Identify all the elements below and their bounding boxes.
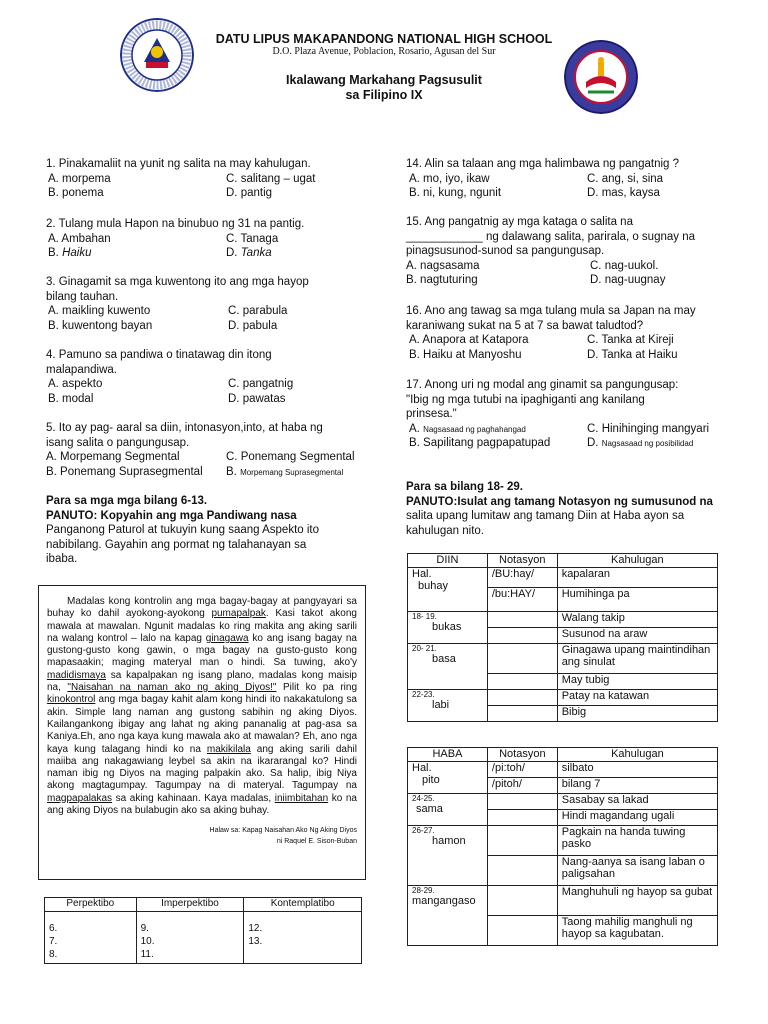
- answer-cell[interactable]: 6. 7. 8.: [45, 912, 137, 964]
- notation-cell: /pi:toh/: [487, 762, 557, 778]
- question-stem-line1: 5. Ito ay pag- aaral sa diin, intonasyon,into, at haba ng: [46, 422, 323, 434]
- answer-cell[interactable]: [487, 612, 557, 628]
- choice-b: B. Sapilitang pagpapatupad: [409, 437, 551, 449]
- credit-author: ni Raquel E. Sison-Buban: [276, 838, 357, 846]
- choice-b: B. modal: [48, 392, 94, 405]
- choice-c: C. ang, si, sina: [587, 172, 664, 185]
- school-name: DATU LIPUS MAKAPANDONG NATIONAL HIGH SCHOOL: [215, 32, 553, 46]
- choice-c: C. Hinihinging mangyari: [587, 422, 710, 435]
- instructions-line: nabibilang. Gayahin ang pormat ng talahanayan sa: [46, 538, 307, 551]
- meaning-cell: May tubig: [557, 674, 717, 690]
- instructions-heading: Para sa mga mga bilang 6-13.: [46, 495, 208, 507]
- passage-text: Madalas kong kontrolin ang mga bagay-bagay at pangyayari sa buhay ko dahil ayokong-ayokong pumapalpak. Kasi takot akong mawala at mawalan. Ngunit madalas ko ring makita ang aking sarili na walang kontrol – lalo na kapag ginagawa ko ang isang bagay na gustong-gusto kong gawin, o mga bagay na gusto-gusto kong mapasaakin; maging materyal man o hindi. Sa tuwing, ako'y madidismaya sa kapalpakan ng isang plano, madalas kong maisip na, "Naisahan na naman ako ng aking Diyos!" Pilit ko pa ring kinokontrol ang mga bagay kahit alam kong hindi ito nakakatulong sa akin. Simple lang naman ang gustong sabihin ng aking Diyos. Kailangankong ibigay ang lahat ng aking pananalig at pag-asa sa Kaniya.Eh, ano nga kaya kung mawala ako at mawalan? Eh, ano nga kaya kung talagang hindi ko na makikilala ang aking sarili dahil maiiba ang nakagawiang leybel sa akin na ikararangal ko? Hindi naman ibig ng Diyos na maging palpakin ako. Sa halip, ibig Niya akong magtagumpay. Tagumpay na di materyal. Tagumpay na magpapalakas sa aking kahinaan. Kaya madalas, iniimbitahan ko na ang aking Diyos na bulabugin ako sa aking buhay.: [47, 596, 358, 817]
- choice-d: D. Tanka: [226, 247, 272, 259]
- choice-a: A. Nagsasaad ng paghahangad: [409, 422, 526, 435]
- meaning-cell: Patay na katawan: [557, 690, 717, 706]
- instructions-line: kahulugan nito.: [406, 524, 485, 537]
- header-notasyon: Notasyon: [487, 748, 557, 762]
- choice-c: C. nag-uukol.: [590, 259, 659, 272]
- haba-table: [407, 747, 718, 946]
- choice-c: C. Ponemang Segmental: [226, 451, 355, 463]
- instructions-line: ibaba.: [46, 553, 78, 565]
- instructions-line: Panganong Paturol at tukuyin kung saang Aspekto ito: [46, 524, 320, 536]
- question-stem-line1: 15. Ang pangatnig ay mga kataga o salita na: [406, 216, 633, 228]
- instructions-line: PANUTO:Isulat ang tamang Notasyon ng sumusunod na: [406, 495, 713, 508]
- header-haba: HABA: [408, 748, 488, 762]
- choice-b: B. Ponemang Suprasegmental: [46, 465, 203, 478]
- choice-d: D. Nagsasaad ng posibilidad: [587, 437, 694, 449]
- meaning-cell: Pagkain na handa tuwing pasko: [557, 826, 717, 856]
- choice-b: B. Haiku: [48, 247, 92, 259]
- question-stem-line2: karaniwang sukat na 5 at 7 sa bawat taludtod?: [406, 319, 644, 332]
- question-16: [406, 304, 736, 362]
- question-stem-line2: bilang tauhan.: [46, 290, 119, 303]
- question-17: [406, 378, 736, 451]
- example-word-cell: Hal. pito: [408, 762, 488, 794]
- example-word-cell: Hal. buhay: [408, 568, 488, 612]
- notation-cell: /pitoh/: [487, 778, 557, 794]
- school-address: D.O. Plaza Avenue, Poblacion, Rosario, Agusan del Sur: [272, 46, 496, 57]
- header-imperpektibo: Imperpektibo: [136, 898, 244, 912]
- notation-cell: /bu:HAY/: [487, 588, 557, 612]
- choice-c: C. salitang – ugat: [226, 172, 316, 185]
- instructions-right: [406, 480, 736, 538]
- header-diin: DIIN: [408, 554, 488, 568]
- question-stem-line3: pinagsusunod-sunod sa pangungusap.: [406, 245, 605, 257]
- choice-b: B. kuwentong bayan: [48, 319, 153, 332]
- question-3: [46, 275, 376, 333]
- question-4: [46, 348, 376, 406]
- meaning-cell: Susunod na araw: [557, 628, 717, 644]
- exam-title: [0, 73, 768, 103]
- answer-cell[interactable]: 12. 13.: [244, 912, 362, 964]
- answer-cell[interactable]: [487, 690, 557, 706]
- choice-b: B. Haiku at Manyoshu: [409, 348, 522, 361]
- header-perpektibo: Perpektibo: [45, 898, 137, 912]
- question-stem: 14. Alin sa talaan ang mga halimbawa ng pangatnig ?: [406, 158, 680, 170]
- choice-d: D. pantig: [226, 187, 273, 199]
- meaning-cell: Walang takip: [557, 612, 717, 628]
- choice-b: B. nagtuturing: [406, 274, 478, 286]
- question-stem-line1: 4. Pamuno sa pandiwa o tinatawag din itong: [46, 349, 272, 361]
- answer-cell[interactable]: [487, 826, 557, 856]
- question-14: [406, 157, 736, 201]
- meaning-cell: Ginagawa upang maintindihan ang sinulat: [557, 644, 717, 674]
- question-stem: 2. Tulang mula Hapon na binubuo ng 31 na pantig.: [46, 218, 305, 230]
- word-cell: 28-29. mangangaso: [408, 886, 488, 946]
- question-stem-line1: 17. Anong uri ng modal ang ginamit sa pangungusap:: [406, 379, 679, 391]
- instructions-heading: Para sa bilang 18- 29.: [406, 481, 523, 493]
- choice-c: C. Tanaga: [226, 232, 279, 245]
- header-kontemplatibo: Kontemplatibo: [244, 898, 362, 912]
- meaning-cell: kapalaran: [557, 568, 717, 588]
- passage-credit: [47, 825, 357, 847]
- answer-cell[interactable]: [487, 628, 557, 644]
- question-1: [46, 157, 376, 201]
- answer-cell[interactable]: [487, 916, 557, 946]
- answer-cell[interactable]: [487, 886, 557, 916]
- credit-source: Halaw sa: Kapag Naisahan Ako Ng Aking Diyos: [209, 827, 357, 835]
- word-cell: 24-25. sama: [408, 794, 488, 826]
- notation-cell: /BU:hay/: [487, 568, 557, 588]
- answer-cell[interactable]: [487, 674, 557, 690]
- choice-b: B. ni, kung, ngunit: [409, 187, 502, 199]
- choice-a: A. aspekto: [48, 378, 103, 390]
- answer-cell[interactable]: 9. 10. 11.: [136, 912, 244, 964]
- word-cell: 18- 19. bukas: [408, 612, 488, 644]
- choice-a: A. maikling kuwento: [48, 305, 151, 317]
- answer-cell[interactable]: [487, 856, 557, 886]
- answer-cell[interactable]: [487, 706, 557, 722]
- instructions-left: [46, 494, 376, 567]
- meaning-cell: Manghuhuli ng hayop sa gubat: [557, 886, 717, 916]
- answer-cell[interactable]: [487, 810, 557, 826]
- question-stem-line1: 3. Ginagamit sa mga kuwentong ito ang mga hayop: [46, 276, 309, 288]
- question-stem: 1. Pinakamaliit na yunit ng salita na may kahulugan.: [46, 158, 311, 170]
- choice-d: D. mas, kaysa: [587, 187, 660, 199]
- aspekto-table: [44, 897, 362, 964]
- choice-d: D. Tanka at Haiku: [587, 348, 678, 361]
- choice-d: D. pawatas: [228, 392, 286, 405]
- exam-title-line1: Ikalawang Markahang Pagsusulit: [286, 73, 482, 87]
- question-stem-line2: isang salita o pangungusap.: [46, 436, 190, 449]
- choice-b: B. ponema: [48, 187, 104, 199]
- instructions-line: PANUTO: Kopyahin ang mga Pandiwang nasa: [46, 509, 297, 522]
- answer-cell[interactable]: [487, 644, 557, 674]
- header-kahulugan: Kahulugan: [557, 554, 717, 568]
- choice-a: A. morpema: [48, 172, 111, 185]
- question-5: [46, 421, 376, 479]
- meaning-cell: silbato: [557, 762, 717, 778]
- question-stem-line2: "Ibig ng mga tutubi na ipaghiganti ang kanilang: [406, 393, 645, 406]
- choice-d: B. Morpemang Suprasegmental: [226, 465, 344, 478]
- word-cell: 20- 21. basa: [408, 644, 488, 690]
- header-notasyon: Notasyon: [487, 554, 557, 568]
- word-cell: 22-23. labi: [408, 690, 488, 722]
- meaning-cell: Nang-aanya sa isang laban o paligsahan: [557, 856, 717, 886]
- question-15: [406, 215, 736, 288]
- choice-d: D. pabula: [228, 319, 278, 332]
- choice-a: A. mo, iyo, ikaw: [409, 172, 490, 185]
- answer-cell[interactable]: [487, 794, 557, 810]
- choice-a: A. Ambahan: [48, 232, 111, 245]
- reading-passage: [38, 585, 366, 880]
- choice-a: A. Morpemang Segmental: [46, 451, 180, 463]
- exam-title-line2: sa Filipino IX: [345, 88, 423, 102]
- choice-a: A. Anapora at Katapora: [409, 334, 529, 346]
- header-kahulugan: Kahulugan: [557, 748, 717, 762]
- choice-c: C. Tanka at Kireji: [587, 334, 674, 346]
- choice-c: C. pangatnig: [228, 378, 294, 390]
- word-cell: 26-27. hamon: [408, 826, 488, 886]
- choice-a: A. nagsasama: [406, 259, 480, 272]
- choice-d: D. nag-uugnay: [590, 274, 666, 286]
- instructions-line: salita upang lumitaw ang tamang Diin at Haba ayon sa: [406, 510, 685, 522]
- question-stem-line1: 16. Ano ang tawag sa mga tulang mula sa Japan na may: [406, 305, 696, 317]
- diin-table: [407, 553, 718, 722]
- meaning-cell: Bibig: [557, 706, 717, 722]
- question-2: [46, 217, 376, 261]
- question-stem-line3: prinsesa.": [406, 408, 457, 420]
- meaning-cell: Hindi magandang ugali: [557, 810, 717, 826]
- question-stem-line2: ____________ ng dalawang salita, parirala, o sugnay na: [406, 230, 695, 243]
- meaning-cell: Taong mahilig manghuli ng hayop sa kagubatan.: [557, 916, 717, 946]
- meaning-cell: Sasabay sa lakad: [557, 794, 717, 810]
- meaning-cell: Humihinga pa: [557, 588, 717, 612]
- meaning-cell: bilang 7: [557, 778, 717, 794]
- choice-c: C. parabula: [228, 305, 288, 317]
- question-stem-line2: malapandiwa.: [46, 363, 117, 376]
